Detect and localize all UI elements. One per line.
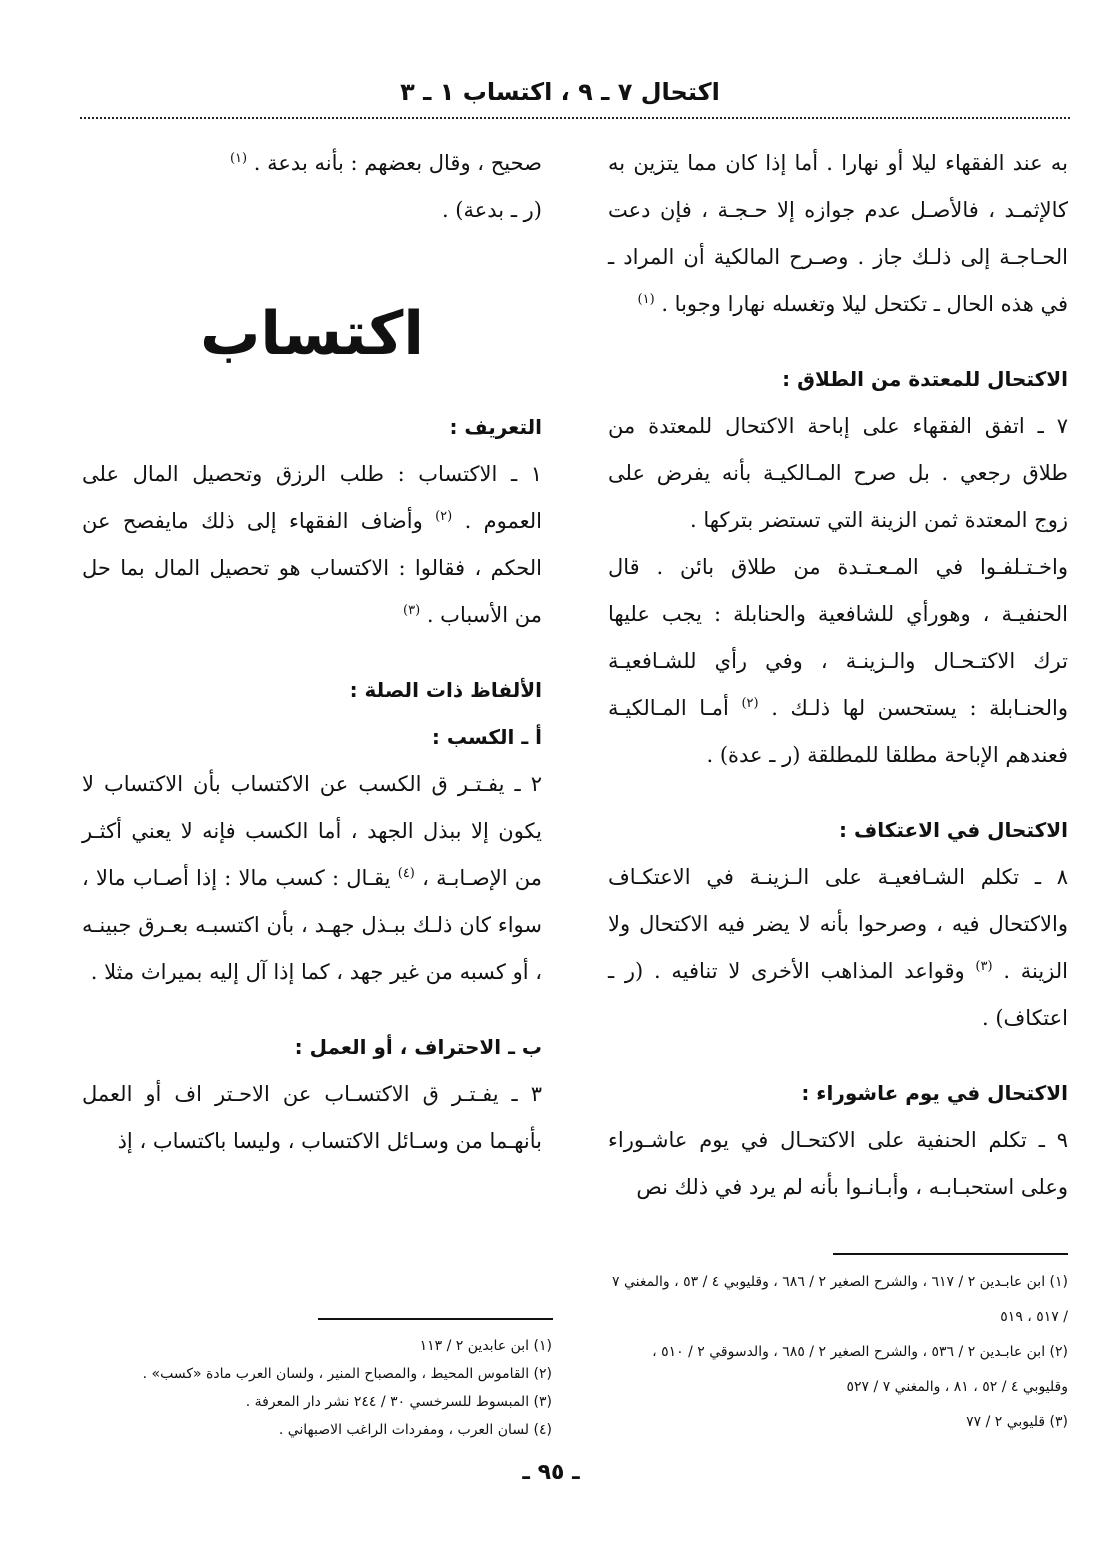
paragraph: ٧ ـ اتفق الفقهاء على إباحة الاكتحال للمعتدة من طلاق رجعي . بل صرح المـالكيـة بأنه يفرض على زوج المعتدة ثمن الزينة التي تستضر بتركها .: [608, 414, 1068, 532]
subsection-heading: ب ـ الاحتراف ، أو العمل :: [294, 1035, 542, 1059]
footnote: (٣) قليوبي ٢ / ٧٧: [966, 1414, 1068, 1430]
footnote-rule-right: [833, 1253, 1068, 1255]
section-heading: التعريف :: [449, 415, 542, 439]
footnote-ref: (٢): [435, 509, 453, 524]
paragraph: ٩ ـ تكلم الحنفية على الاكتحـال في يوم عاشـوراء وعلى استحبـابـه ، وأبـانـوا بأنه لم يرد في ذلك نص: [608, 1128, 1068, 1199]
footnote-rule-left: [318, 1318, 553, 1320]
header-dotted-rule: [80, 117, 1070, 119]
footnote-ref: (٢): [741, 696, 759, 711]
footnotes-right: [608, 1265, 1068, 1440]
paragraph: ١ ـ الاكتساب : طلب الرزق وتحصيل المال على العموم . $^{(٢)}$ وأضاف الفقهاء إلى ذلك مايفصح عن الحكم ، فقالوا : الاكتساب هو تحصيل المال بما حل من الأسباب . $^{(٣)}$: [82, 462, 542, 627]
footnote: (٤) لسان العرب ، ومفردات الراغب الاصبهاني .: [278, 1422, 552, 1438]
paragraph: صحيح ، وقال بعضهم : بأنه بدعة . $^{(١)}$ (ر ـ بدعة) .: [229, 151, 542, 222]
footnote: (٢) ابن عابـدين ٢ / ٥٣٦ ، والشرح الصغير ٢ / ٦٨٥ ، والدسوقي ٢ / ٥١٠ ، وقليوبي ٤ / ٥٢ ، ٨١ ، والمغني ٧ / ٥٢٧: [652, 1344, 1068, 1395]
running-header: اكتحال ٧ ـ ٩ ، اكتساب ١ ـ ٣: [400, 78, 720, 106]
section-heading: الألفاظ ذات الصلة :: [349, 678, 542, 702]
footnote-ref: (١): [637, 292, 655, 307]
section-heading: الاكتحال في يوم عاشوراء :: [801, 1081, 1068, 1105]
entry-title: اكتساب: [200, 299, 424, 369]
left-column: [82, 140, 542, 1165]
paragraph: ٢ ـ يفـتـر ق الكسب عن الاكتساب بأن الاكتساب لا يكون إلا ببذل الجهد ، أما الكسب فإنه لا يعني أكثـر من الإصـابـة ، $^{(٤)}$ يقـال : كسب مالا : إذا أصـاب مالا ، سواء كان ذلـك ببـذل جهـد ، بأن اكتسبـه بعـرق جبينـه ، أو كسبه من غير جهد ، كما إذا آل إليه بميراث مثلا .: [82, 772, 542, 984]
paragraph: واخـتـلفـوا في المـعـتـدة من طلاق بائن . قال الحنفيـة ، وهورأي للشافعية والحنابلة : يجب عليها ترك الاكتـحـال والـزينـة ، وفي رأي للشـافعيـة والحنـابلة : يستحسن لها ذلـك . $^{(٢)}$ أمـا المـالكيـة فعندهم الإباحة مطلقا للمطلقة (ر ـ عدة) .: [608, 555, 1068, 767]
page-number: ـ ٩٥ ـ: [522, 1460, 580, 1485]
paragraph: ٨ ـ تكلم الشـافعيـة على الـزينـة في الاعتكـاف والاكتحال فيه ، وصرحوا بأنه لا يضر فيه الاكتحال ولا الزينة . $^{(٣)}$ وقواعد المذاهب الأخرى لا تنافيه . (ر ـ اعتكاف) .: [608, 865, 1068, 1030]
paragraph: به عند الفقهاء ليلا أو نهارا . أما إذا كان مما يتزين به كالإثمـد ، فالأصـل عدم جوازه إلا حـجـة ، فإن دعت الحـاجـة إلى ذلـك جاز . وصـرح المالكية أن المراد ـ في هذه الحال ـ تكتحل ليلا وتغسله نهارا وجوبا . $^{(١)}$: [608, 151, 1068, 316]
section-heading: الاكتحال للمعتدة من الطلاق :: [782, 367, 1068, 391]
footnote-ref: (٣): [403, 603, 421, 618]
footnote: (٣) المبسوط للسرخسي ٣٠ / ٢٤٤ نشر دار المعرفة .: [245, 1394, 552, 1410]
footnote-ref: (٤): [397, 866, 415, 881]
subsection-heading: أ ـ الكسب :: [431, 725, 542, 749]
section-heading: الاكتحال في الاعتكاف :: [839, 818, 1068, 842]
footnote: (١) ابن عابـدين ٢ / ٦١٧ ، والشرح الصغير ٢ / ٦٨٦ ، وقليوبي ٤ / ٥٣ ، والمغني ٧ / ٥١٧ ، ٥١٩: [612, 1274, 1068, 1325]
footnotes-left: [82, 1332, 552, 1444]
paragraph: ٣ ـ يفـتـر ق الاكتسـاب عن الاحـتر اف أو العمل بأنهـما من وسـائل الاكتساب ، وليسا باكتساب ، إذ: [82, 1082, 542, 1153]
footnote: (٢) القاموس المحيط ، والمصباح المنير ، ولسان العرب مادة «كسب» .: [142, 1366, 552, 1382]
right-column: [608, 140, 1068, 1211]
footnote-ref: (١): [229, 151, 248, 166]
footnote-ref: (٣): [975, 959, 993, 974]
footnote: (١) ابن عابدين ٢ / ١١٣: [419, 1338, 552, 1354]
